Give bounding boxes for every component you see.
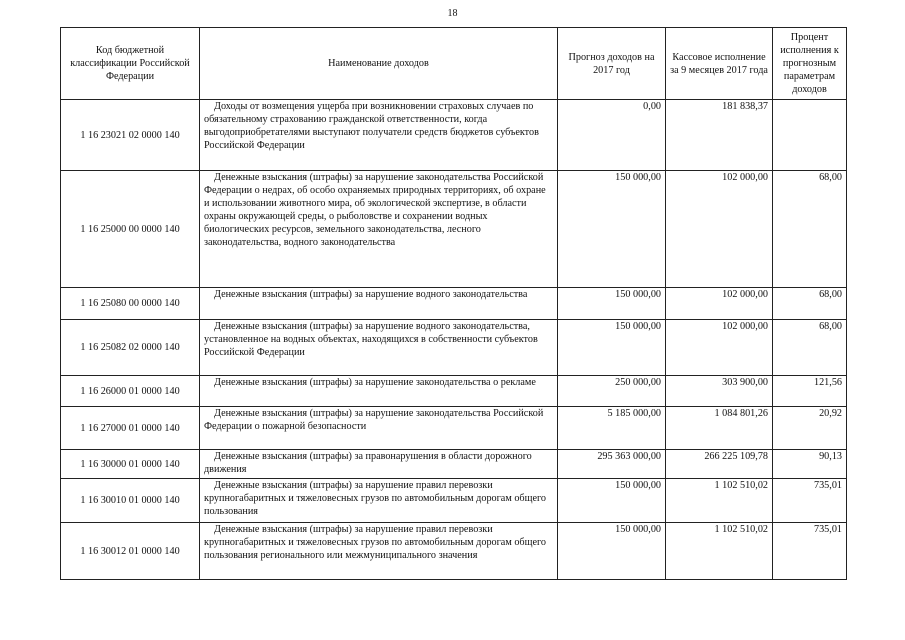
revenue-name-cell: Денежные взыскания (штрафы) за нарушение правил перевозки крупногабаритных и тяжеловесных грузов по автомобильным дорогам общего пользования регионального или межмуниципального значения <box>200 523 558 580</box>
budget-code-cell: 1 16 27000 01 0000 140 <box>61 407 200 450</box>
budget-code-cell: 1 16 30012 01 0000 140 <box>61 523 200 580</box>
actual-cell: 266 225 109,78 <box>666 450 773 479</box>
revenue-table <box>60 27 847 580</box>
table-row <box>61 171 847 288</box>
budget-code-cell: 1 16 23021 02 0000 140 <box>61 100 200 171</box>
header-percent: Процент исполнения к прогнозным параметрам доходов <box>773 28 847 100</box>
table-row <box>61 450 847 479</box>
header-actual: Кассовое исполнение за 9 месяцев 2017 года <box>666 28 773 100</box>
table-row <box>61 320 847 376</box>
table-row <box>61 407 847 450</box>
percent-cell: 68,00 <box>773 288 847 320</box>
forecast-cell: 5 185 000,00 <box>558 407 666 450</box>
page-number: 18 <box>447 8 458 19</box>
revenue-name-cell: Доходы от возмещения ущерба при возникновении страховых случаев по обязательному страхованию гражданской ответственности, когда выгодоприобретателями выступают получатели средств бюджетов субъектов Российской Федерации <box>200 100 558 171</box>
actual-cell: 303 900,00 <box>666 376 773 407</box>
forecast-cell: 150 000,00 <box>558 320 666 376</box>
actual-cell: 1 102 510,02 <box>666 479 773 523</box>
revenue-name-cell: Денежные взыскания (штрафы) за нарушение законодательства Российской Федерации о недрах, об особо охраняемых природных территориях, об охране и использовании животного мира, об экологической экспертизе, в области охраны окружающей среды, о рыболовстве и сохранении водных биологических ресурсов, земельного законодательства, лесного законодательства, водного законодательства <box>200 171 558 288</box>
header-name: Наименование доходов <box>200 28 558 100</box>
table-header-row <box>61 28 847 100</box>
revenue-name-cell: Денежные взыскания (штрафы) за правонарушения в области дорожного движения <box>200 450 558 479</box>
actual-cell: 102 000,00 <box>666 320 773 376</box>
revenue-name-cell: Денежные взыскания (штрафы) за нарушение водного законодательства, установленное на водных объектах, находящихся в собственности субъектов Российской Федерации <box>200 320 558 376</box>
revenue-name-cell: Денежные взыскания (штрафы) за нарушение водного законодательства <box>200 288 558 320</box>
revenue-name-cell: Денежные взыскания (штрафы) за нарушение законодательства о рекламе <box>200 376 558 407</box>
percent-cell: 121,56 <box>773 376 847 407</box>
forecast-cell: 150 000,00 <box>558 523 666 580</box>
percent-cell: 68,00 <box>773 171 847 288</box>
actual-cell: 181 838,37 <box>666 100 773 171</box>
forecast-cell: 150 000,00 <box>558 479 666 523</box>
forecast-cell: 150 000,00 <box>558 288 666 320</box>
revenue-name-cell: Денежные взыскания (штрафы) за нарушение правил перевозки крупногабаритных и тяжеловесных грузов по автомобильным дорогам общего пользования <box>200 479 558 523</box>
table-row <box>61 479 847 523</box>
table-row <box>61 100 847 171</box>
percent-cell: 735,01 <box>773 479 847 523</box>
percent-cell: 20,92 <box>773 407 847 450</box>
budget-code-cell: 1 16 30010 01 0000 140 <box>61 479 200 523</box>
revenue-name-cell: Денежные взыскания (штрафы) за нарушение законодательства Российской Федерации о пожарной безопасности <box>200 407 558 450</box>
header-forecast: Прогноз доходов на 2017 год <box>558 28 666 100</box>
header-code: Код бюджетной классификации Российской Федерации <box>61 28 200 100</box>
actual-cell: 102 000,00 <box>666 171 773 288</box>
actual-cell: 1 102 510,02 <box>666 523 773 580</box>
budget-code-cell: 1 16 25082 02 0000 140 <box>61 320 200 376</box>
budget-code-cell: 1 16 26000 01 0000 140 <box>61 376 200 407</box>
percent-cell: 68,00 <box>773 320 847 376</box>
table-row <box>61 376 847 407</box>
percent-cell <box>773 100 847 171</box>
table-row <box>61 288 847 320</box>
actual-cell: 102 000,00 <box>666 288 773 320</box>
budget-code-cell: 1 16 30000 01 0000 140 <box>61 450 200 479</box>
forecast-cell: 150 000,00 <box>558 171 666 288</box>
table-row <box>61 523 847 580</box>
budget-code-cell: 1 16 25000 00 0000 140 <box>61 171 200 288</box>
forecast-cell: 295 363 000,00 <box>558 450 666 479</box>
budget-code-cell: 1 16 25080 00 0000 140 <box>61 288 200 320</box>
percent-cell: 90,13 <box>773 450 847 479</box>
percent-cell: 735,01 <box>773 523 847 580</box>
actual-cell: 1 084 801,26 <box>666 407 773 450</box>
forecast-cell: 0,00 <box>558 100 666 171</box>
forecast-cell: 250 000,00 <box>558 376 666 407</box>
